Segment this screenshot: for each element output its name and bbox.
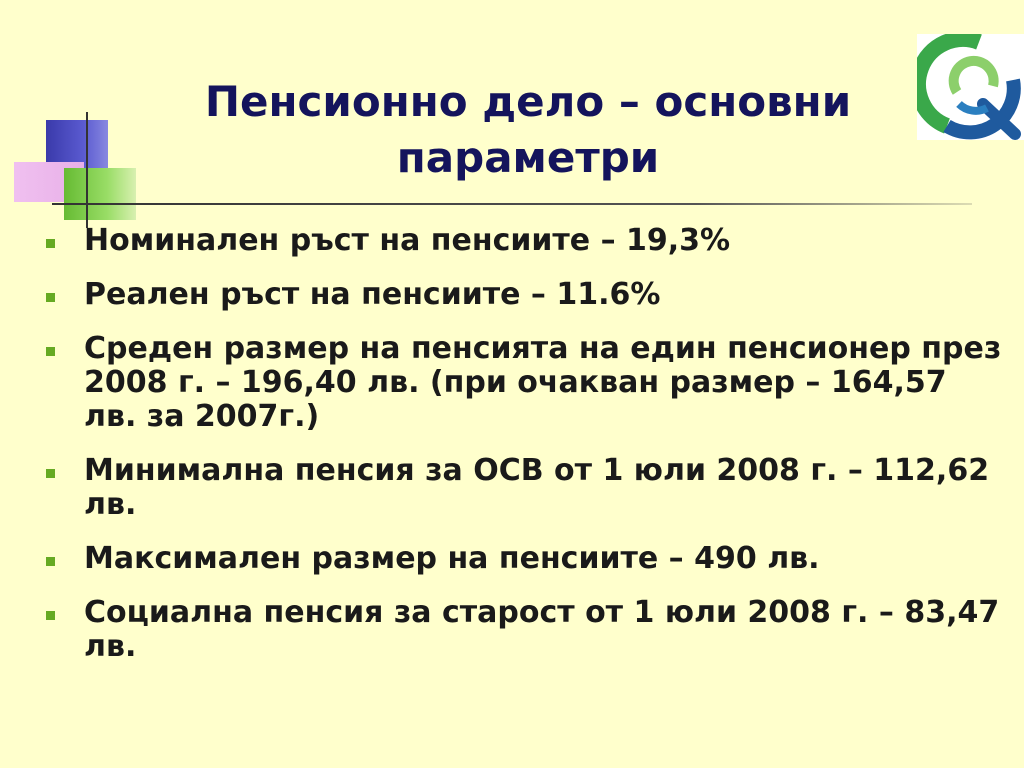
organization-logo-icon <box>917 34 1024 140</box>
bullet-text: Реален ръст на пенсиите – 11.6% <box>84 277 661 312</box>
bullet-square-icon <box>46 293 55 302</box>
list-item <box>46 542 1006 576</box>
list-item <box>46 596 1006 664</box>
bullet-square-icon <box>46 239 55 248</box>
list-item <box>46 278 1006 312</box>
green-square-decoration <box>64 168 136 220</box>
list-item <box>46 224 1006 258</box>
bullet-square-icon <box>46 611 55 620</box>
bullet-text: Социална пенсия за старост от 1 юли 2008 г. – 83,47 лв. <box>84 595 1000 664</box>
slide-title: Пенсионно дело – основни параметри <box>204 77 852 182</box>
vertical-rule <box>86 112 88 228</box>
title-underline-rule <box>52 203 972 205</box>
bullet-text: Минимална пенсия за ОСВ от 1 юли 2008 г. – 112,62 лв. <box>84 453 990 522</box>
list-item <box>46 332 1006 434</box>
list-item <box>46 454 1006 522</box>
bullet-square-icon <box>46 347 55 356</box>
bullet-text: Среден размер на пенсията на един пенсионер през 2008 г. – 196,40 лв. (при очакван размер – 164,57 лв. за 2007г.) <box>84 331 1002 434</box>
bullet-text: Максимален размер на пенсиите – 490 лв. <box>84 541 820 576</box>
bullet-square-icon <box>46 469 55 478</box>
bullet-list <box>46 224 1006 684</box>
bullet-text: Номинален ръст на пенсиите – 19,3% <box>84 223 731 258</box>
bullet-square-icon <box>46 557 55 566</box>
logo-graphic <box>917 34 1024 140</box>
